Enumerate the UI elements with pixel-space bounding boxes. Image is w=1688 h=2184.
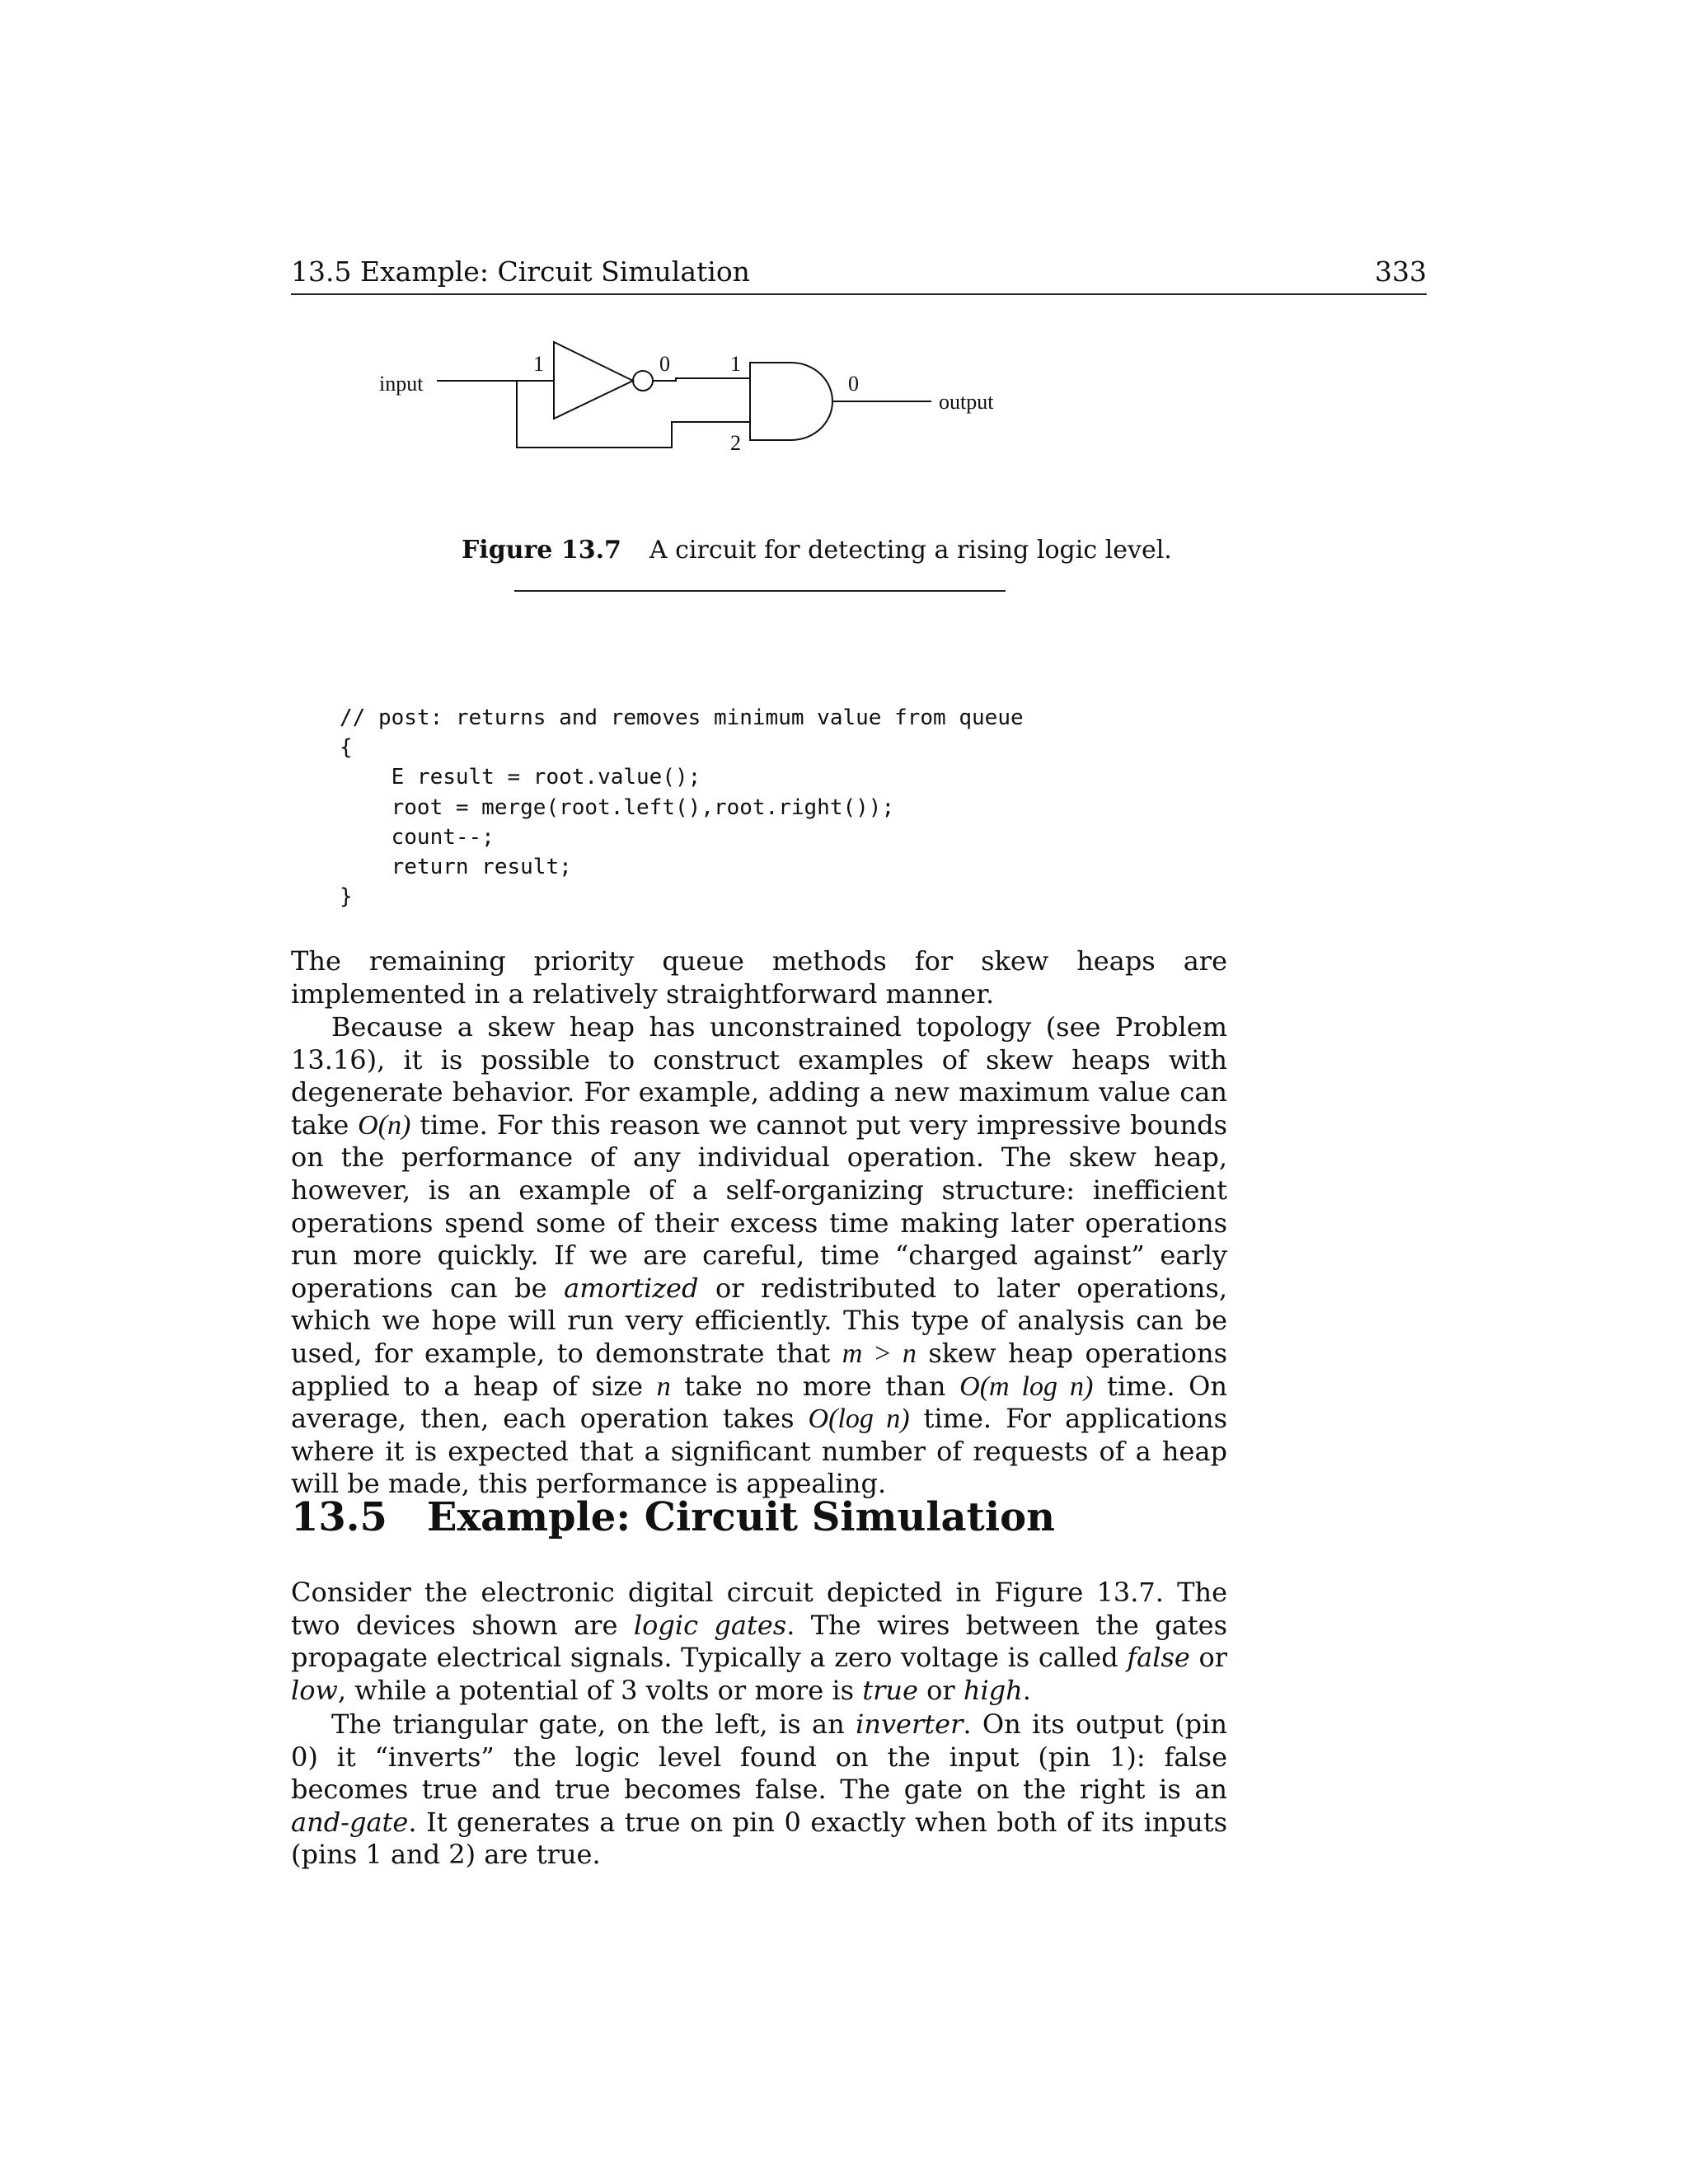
text-run: or (917, 1674, 964, 1706)
code-listing (340, 703, 1024, 912)
emphasis: false (1127, 1642, 1190, 1674)
branch-wire (517, 381, 750, 448)
text-run: . The wires between the gates propagate electrical signals. Typically a zero voltage is called (291, 1609, 1228, 1674)
math-expression: n (656, 1371, 671, 1402)
code-line: } (340, 884, 353, 910)
and-output-pin: 0 (848, 372, 859, 396)
figure-caption-label: Figure 13.7 (462, 536, 621, 565)
page-number: 333 (1375, 255, 1427, 288)
caption-rule (514, 590, 1006, 592)
emphasis: amortized (564, 1272, 699, 1304)
text-run: . (1022, 1674, 1031, 1706)
text-run: time. For applications where it is expected that a significant number of requests of a heap will be made, this performance is appealing. (291, 1403, 1228, 1500)
text-run: Because a skew heap has unconstrained topology (see Problem 13.16), it is possible to construct examples of skew heaps with degenerate behavior. For example, adding a new maximum value can take (291, 1011, 1227, 1141)
math-expression: O(log n) (808, 1404, 910, 1435)
text-run: or redistributed to later operations, which we hope will run very efficiently. This type of analysis can be used, for example, to demonstrate that (291, 1272, 1228, 1369)
and-gate (750, 363, 832, 440)
figure-caption (462, 536, 1172, 565)
figure-caption-text: A circuit for detecting a rising logic level. (649, 536, 1172, 565)
text-run: skew heap operations applied to a heap of size (291, 1337, 1228, 1402)
code-line: root = merge(root.left(),root.right()); (340, 794, 895, 820)
circuit-figure (363, 330, 1022, 470)
text-run: , while a potential of 3 volts or more is (337, 1674, 863, 1706)
code-line: E result = root.value(); (340, 765, 701, 790)
text-run: Consider the electronic digital circuit depicted in Figure 13.7. The two devices shown are (291, 1577, 1227, 1641)
inverter-gate (554, 342, 633, 419)
emphasis: true (862, 1674, 918, 1706)
output-label: output (939, 390, 994, 414)
text-run: take no more than (670, 1370, 960, 1402)
math-expression: O(n) (358, 1109, 411, 1141)
paragraph-4 (291, 1708, 1227, 1872)
emphasis: low (291, 1674, 338, 1706)
running-head-title: 13.5 Example: Circuit Simulation (291, 255, 750, 288)
inverter-output-wire (653, 378, 750, 381)
paragraph-2 (291, 1011, 1227, 1501)
text-run: time. On average, then, each operation takes (291, 1370, 1228, 1435)
text-run: time. For this reason we cannot put very impressive bounds on the performance of any individual operation. The skew heap, however, is an example of a self-organizing structure: inefficient operations spend some of their excess time making later operations run more quickly. If we are careful, time “charged against” early operations can be (291, 1108, 1228, 1304)
emphasis: inverter (856, 1708, 964, 1740)
and-input-pin-2: 2 (730, 431, 741, 455)
inverter-bubble (633, 371, 653, 391)
inverter-output-pin: 0 (659, 352, 670, 376)
and-input-pin-1: 1 (730, 352, 741, 376)
paragraph-3 (291, 1577, 1227, 1707)
emphasis: high (963, 1674, 1023, 1706)
inverter-input-pin: 1 (533, 352, 544, 376)
section-heading (291, 1494, 1055, 1540)
text-run: . On its output (pin 0) it “inverts” the logic level found on the input (pin 1): false becomes true and true becomes false. The gate on the right is an (291, 1708, 1228, 1806)
input-label: input (379, 372, 424, 396)
code-line: { (340, 735, 353, 761)
paragraph-1: The remaining priority queue methods for skew heaps are implemented in a relatively straightforward manner. (291, 945, 1227, 1010)
math-expression: m > n (842, 1338, 917, 1369)
text-run: . It generates a true on pin 0 exactly when both of its inputs (pins 1 and 2) are true. (291, 1806, 1227, 1871)
running-head (291, 251, 1427, 295)
math-expression: O(m log n) (959, 1371, 1094, 1402)
section-number: 13.5 (291, 1494, 387, 1540)
section-title: Example: Circuit Simulation (426, 1494, 1055, 1540)
text-run: or (1189, 1642, 1228, 1674)
text-run: The triangular gate, on the left, is an (331, 1708, 856, 1740)
code-line: count--; (340, 824, 495, 850)
emphasis: logic gates (633, 1609, 787, 1641)
code-line: return result; (340, 855, 572, 880)
emphasis: and-gate (291, 1806, 409, 1838)
code-line: // post: returns and removes minimum value from queue (340, 705, 1024, 730)
